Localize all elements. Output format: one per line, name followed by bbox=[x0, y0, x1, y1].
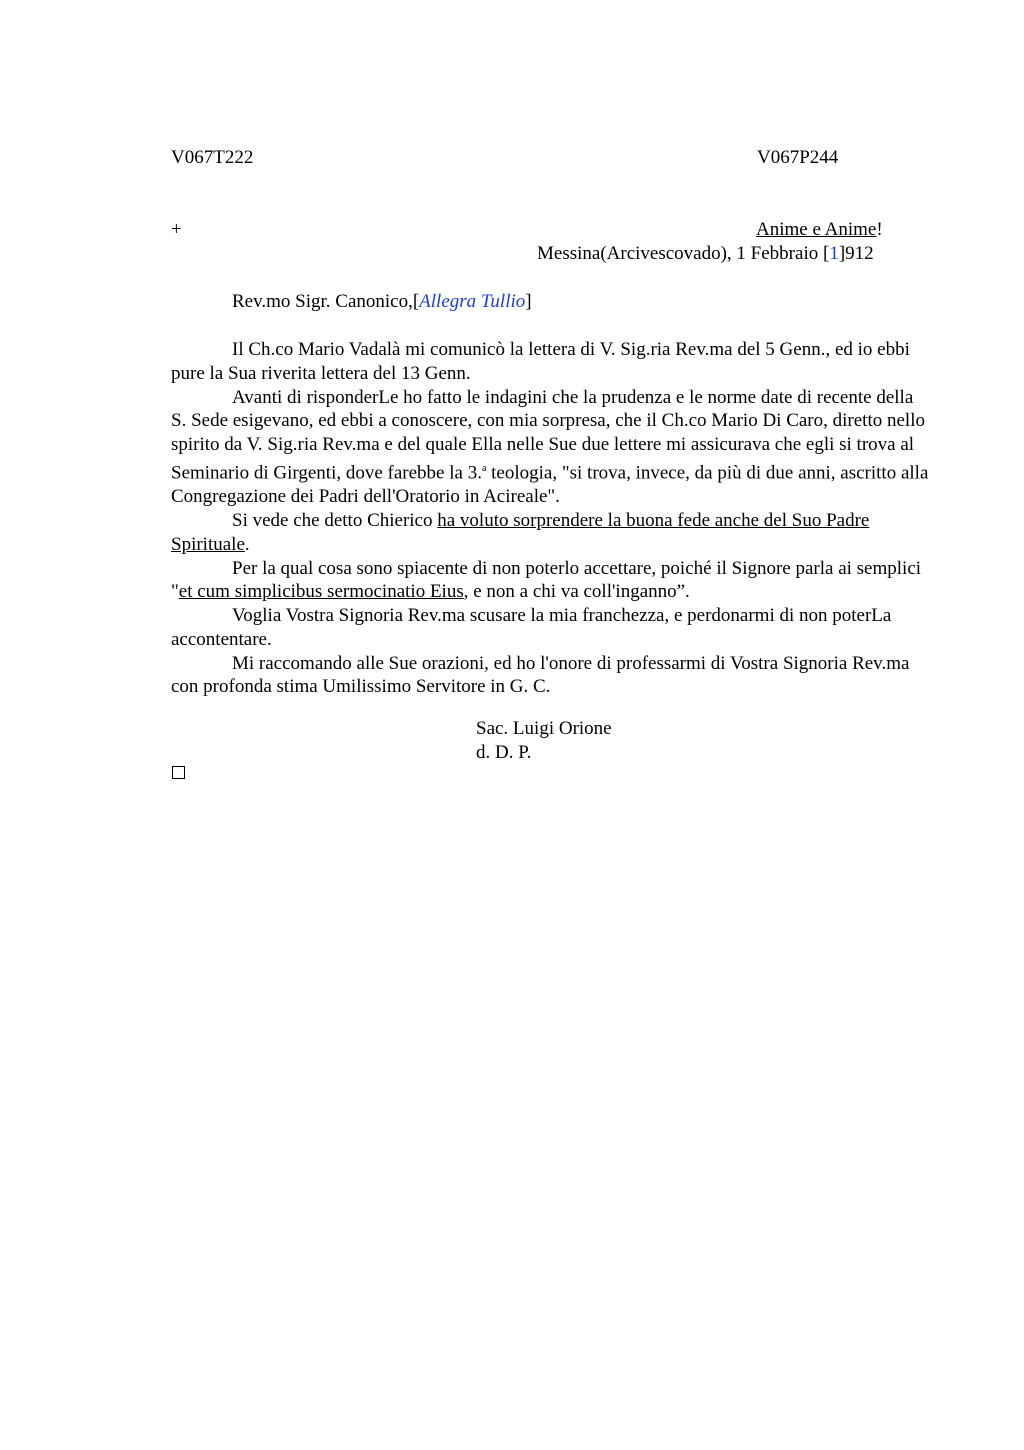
paragraph-5: Voglia Vostra Signoria Rev.ma scusare la mia franchezza, e perdonarmi di non poterLa accontentare. bbox=[171, 605, 892, 650]
paragraph-6: Mi raccomando alle Sue orazioni, ed ho l'onore di professarmi di Vostra Signoria Rev.ma con profonda stima Umilissimo Servitore in G. C. bbox=[171, 652, 910, 698]
dateline-suffix: ]912 bbox=[838, 243, 874, 264]
signature-name: Sac. Luigi Orione bbox=[476, 718, 612, 739]
letter-body bbox=[171, 338, 931, 699]
left-archive-code: V067T222 bbox=[171, 147, 254, 168]
salutation bbox=[232, 290, 532, 314]
dateline-prefix: Messina(Arcivescovado), 1 Febbraio [ bbox=[537, 243, 830, 264]
paragraph-3-underlined: ha voluto sorprendere la buona fede anche del Suo Padre Spirituale bbox=[171, 509, 870, 555]
right-archive-code: V067P244 bbox=[757, 147, 839, 168]
salutation-close: ] bbox=[525, 291, 532, 312]
paragraph-2 bbox=[171, 386, 931, 509]
paragraph-4-underlined: et cum simplicibus sermocinatio Eius bbox=[178, 581, 464, 603]
cross-mark: + bbox=[171, 219, 182, 240]
paragraph-4-before: Per la qual cosa sono spiacente di non poterlo accettare, poiché il Signore parla ai semplici " bbox=[171, 557, 922, 603]
paragraph-4 bbox=[171, 557, 931, 605]
paragraph-3-after: . bbox=[244, 533, 250, 555]
paragraph-2-after: teologia, "si trova, invece, da più di due anni, ascritto alla Congregazione dei Padri dell'Oratorio in Acireale". bbox=[171, 462, 929, 508]
paragraph-2-before: Avanti di risponderLe ho fatto le indagini che la prudenza e le norme date di recente della S. Sede esigevano, ed ebbi a conoscere, con mia sorpresa, che il Ch.co Mario Di Caro, diretto nello spirito da V. Sig.ria Rev.ma e del quale Ella nelle Sue due lettere mi assicurava che egli si trova al Seminario di Girgenti, dove farebbe la 3. bbox=[171, 386, 925, 484]
paragraph-1: Il Ch.co Mario Vadalà mi comunicò la lettera di V. Sig.ria Rev.ma del 5 Genn., ed io ebbi pure la Sua riverita lettera del 13 Genn. bbox=[171, 339, 910, 384]
motto-underlined: Anime e Anime bbox=[756, 219, 877, 240]
paragraph-3-before: Si vede che detto Chierico bbox=[232, 509, 438, 531]
salutation-name: Allegra Tullio bbox=[419, 291, 526, 312]
motto bbox=[756, 218, 883, 242]
end-box-icon bbox=[172, 766, 185, 779]
paragraph-2-sup: a bbox=[481, 462, 487, 474]
motto-suffix: ! bbox=[876, 219, 883, 240]
salutation-text: Rev.mo Sigr. Canonico,[ bbox=[232, 291, 420, 312]
dateline bbox=[537, 242, 874, 266]
signature-title: d. D. P. bbox=[476, 742, 532, 763]
dateline-digit: 1 bbox=[829, 243, 839, 264]
paragraph-3 bbox=[171, 509, 931, 557]
paragraph-4-after: , e non a chi va coll'inganno”. bbox=[463, 581, 690, 603]
